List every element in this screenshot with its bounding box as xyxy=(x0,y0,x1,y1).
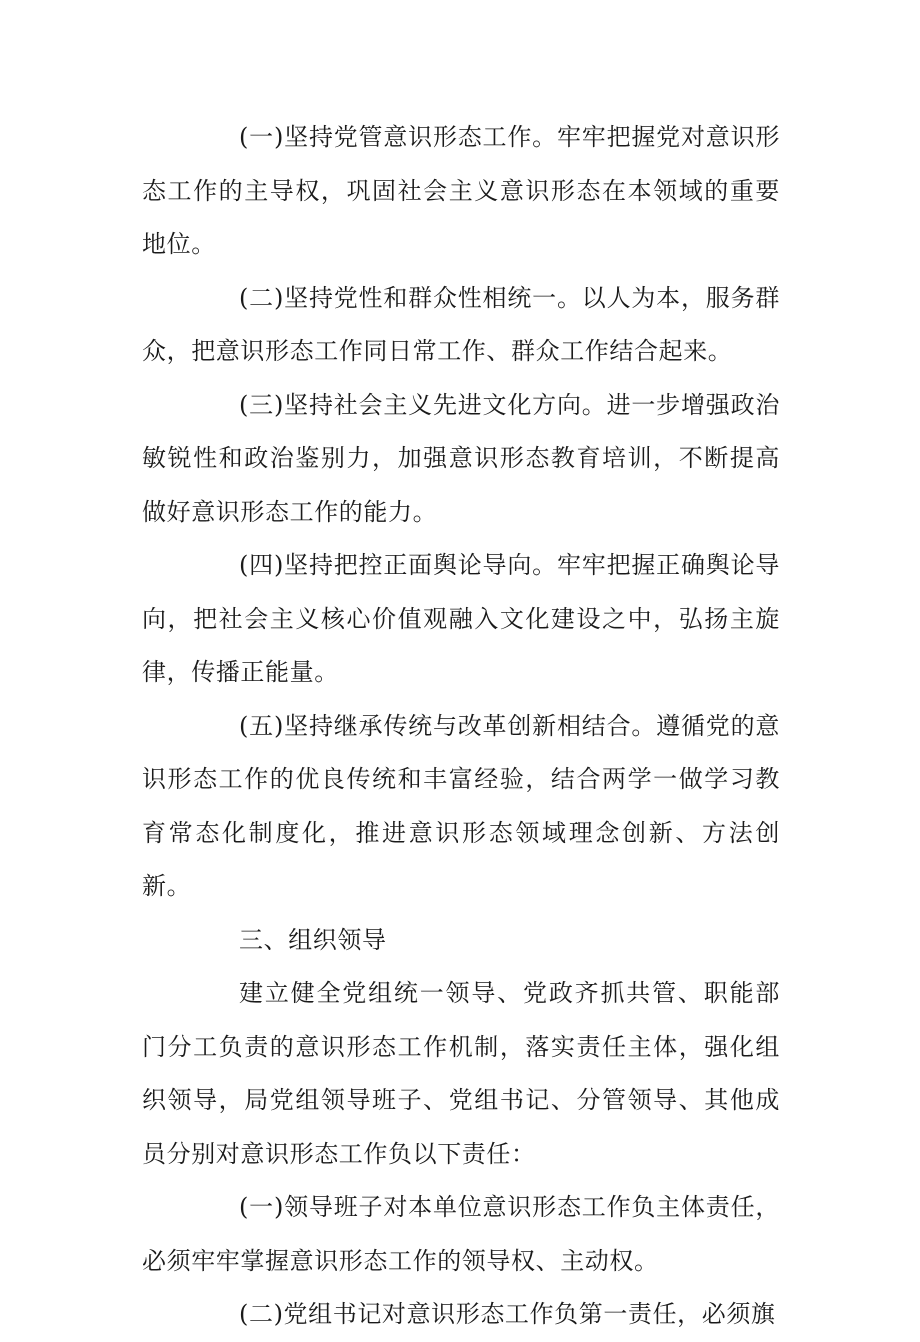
paragraph-responsibility-1: (一)领导班子对本单位意识形态工作负主体责任，必须牢牢掌握意识形态工作的领导权、主动权。 xyxy=(142,1193,780,1275)
paragraph-responsibility-2: (二)党组书记对意识形态工作负第一责任，必须旗 xyxy=(239,1300,776,1328)
paragraph-principle-4: (四)坚持把控正面舆论导向。牢牢把握正确舆论导向，把社会主义核心价值观融入文化建设之中，弘扬主旋律，传播正能量。 xyxy=(142,551,780,686)
paragraph-principle-3: (三)坚持社会主义先进文化方向。进一步增强政治敏锐性和政治鉴别力，加强意识形态教育培训，不断提高做好意识形态工作的能力。 xyxy=(142,390,780,526)
document-body xyxy=(142,111,780,1342)
paragraph-principle-2: (二)坚持党性和群众性相统一。以人为本，服务群众，把意识形态工作同日常工作、群众工作结合起来。 xyxy=(142,283,780,365)
paragraph-organization-intro: 建立健全党组统一领导、党政齐抓共管、职能部门分工负责的意识形态工作机制，落实责任主体，强化组织领导，局党组领导班子、党组书记、分管领导、其他成员分别对意识形态工作负以下责任： xyxy=(142,979,780,1168)
paragraph-principle-5: (五)坚持继承传统与改革创新相结合。遵循党的意识形态工作的优良传统和丰富经验，结合两学一做学习教育常态化制度化，推进意识形态领域理念创新、方法创新。 xyxy=(142,711,780,900)
section-heading-organization: 三、组织领导 xyxy=(239,925,387,954)
paragraph-principle-1: (一)坚持党管意识形态工作。牢牢把握党对意识形态工作的主导权，巩固社会主义意识形态在本领域的重要地位。 xyxy=(142,123,780,258)
